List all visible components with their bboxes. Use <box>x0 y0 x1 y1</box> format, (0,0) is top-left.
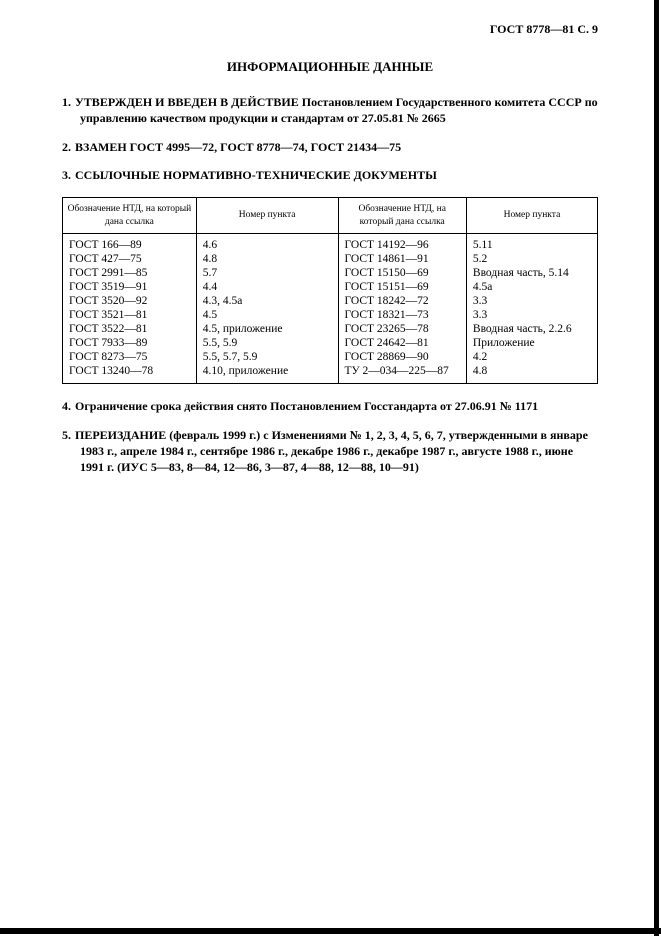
list-item-3 <box>62 168 598 184</box>
list-item-1 <box>62 95 598 127</box>
table-cell: ГОСТ 15151—69 <box>338 280 466 294</box>
column-header-clause-left: Номер пункта <box>196 198 338 234</box>
table-cell: 5.5, 5.9 <box>196 336 338 350</box>
table-cell: ГОСТ 13240—78 <box>69 365 154 378</box>
table-row <box>63 322 598 336</box>
item-text: ПЕРЕИЗДАНИЕ (февраль 1999 г.) с Изменениями № 1, 2, 3, 4, 5, 6, 7, утвержденными в январе 1983 г., апреле 1984 г., сентябре 1986 г., декабре 1986 г., декабре 1987 г., августе 1988 г., июне 1991 г. (ИУС 5—83, 8—84, 12—86, 3—87, 4—88, 12—88, 10—91) <box>75 427 588 474</box>
table-cell: 4.8 <box>466 364 597 384</box>
table-cell: Вводная часть, 2.2.6 <box>466 322 597 336</box>
scan-edge-right <box>654 0 659 936</box>
table-row <box>63 350 598 364</box>
item-text: УТВЕРЖДЕН И ВВЕДЕН В ДЕЙСТВИЕ Постановлением Государственного комитета СССР по управлению качеством продукции и стандартам от 27.05.81 № 2665 <box>75 95 598 125</box>
list-item-5 <box>62 427 598 475</box>
table-cell: ГОСТ 24642—81 <box>338 336 466 350</box>
column-header-clause-right: Номер пункта <box>466 198 597 234</box>
table-cell: ГОСТ 7933—89 <box>69 337 148 350</box>
page-title: ИНФОРМАЦИОННЫЕ ДАННЫЕ <box>226 59 434 74</box>
table-cell: Вводная часть, 5.14 <box>466 266 597 280</box>
table-cell: Приложение <box>466 336 597 350</box>
table-cell: 4.5, приложение <box>196 322 338 336</box>
column-header-ntd-right: Обозначение НТД, на который дана ссылка <box>338 198 466 234</box>
table-cell: 4.4 <box>196 280 338 294</box>
table-cell: ГОСТ 18242—72 <box>338 294 466 308</box>
list-item-4 <box>62 399 598 415</box>
table-cell: ГОСТ 166—89 <box>69 239 142 251</box>
item-number: 3. <box>62 168 71 183</box>
table-cell: 4.6 <box>196 234 338 253</box>
item-text: Ограничение срока действия снято Постановлением Госстандарта от 27.06.91 № 1171 <box>75 399 539 414</box>
table-cell: 4.8 <box>196 252 338 266</box>
table-cell: 4.3, 4.5а <box>196 294 338 308</box>
table-cell: ГОСТ 15150—69 <box>338 266 466 280</box>
table-cell: ТУ 2—034—225—87 <box>338 364 466 384</box>
table-row <box>63 336 598 350</box>
table-cell: 5.2 <box>466 252 597 266</box>
scan-edge-bottom <box>0 928 661 934</box>
table-cell: ГОСТ 18321—73 <box>338 308 466 322</box>
table-row <box>63 280 598 294</box>
table-cell: ГОСТ 28869—90 <box>338 350 466 364</box>
item-number: 2. <box>62 139 71 154</box>
page-header: ГОСТ 8778—81 С. 9 <box>489 22 598 36</box>
table-cell: 4.10, приложение <box>196 364 338 384</box>
table-cell: ГОСТ 2991—85 <box>69 267 148 280</box>
table-cell: 4.5 <box>196 308 338 322</box>
table-row <box>63 234 598 253</box>
table-cell: ГОСТ 3521—81 <box>69 309 148 322</box>
table-cell: ГОСТ 8273—75 <box>69 351 148 364</box>
list-item-2 <box>62 139 598 156</box>
table-header-row <box>63 198 598 234</box>
item-number: 4. <box>62 399 71 414</box>
table-cell: 5.7 <box>196 266 338 280</box>
table-cell: ГОСТ 3520—92 <box>69 295 148 308</box>
table-cell: 3.3 <box>466 294 597 308</box>
table-row <box>63 364 598 384</box>
item-text: ВЗАМЕН ГОСТ 4995—72, ГОСТ 8778—74, ГОСТ 21434—75 <box>75 139 402 154</box>
table-cell: 5.11 <box>466 234 597 253</box>
item-number: 5. <box>62 427 71 442</box>
table-cell: ГОСТ 427—75 <box>69 253 142 266</box>
table-row <box>63 252 598 266</box>
ref-table-body <box>63 234 598 384</box>
table-cell: 3.3 <box>466 308 597 322</box>
table-cell: ГОСТ 3522—81 <box>69 323 148 336</box>
references-table <box>62 197 598 384</box>
item-text: ССЫЛОЧНЫЕ НОРМАТИВНО-ТЕХНИЧЕСКИЕ ДОКУМЕНТЫ <box>75 168 437 183</box>
table-cell: 5.5, 5.7, 5.9 <box>196 350 338 364</box>
table-row <box>63 308 598 322</box>
table-cell: ГОСТ 3519—91 <box>69 281 148 294</box>
table-cell: ГОСТ 14861—91 <box>338 252 466 266</box>
column-header-ntd-left: Обозначение НТД, на который дана ссылка <box>63 198 197 234</box>
table-cell: 4.5а <box>466 280 597 294</box>
table-cell: ГОСТ 23265—78 <box>338 322 466 336</box>
table-cell: 4.2 <box>466 350 597 364</box>
table-row <box>63 294 598 308</box>
table-cell: ГОСТ 14192—96 <box>338 234 466 253</box>
page-content <box>62 22 598 488</box>
table-row <box>63 266 598 280</box>
item-number: 1. <box>62 95 71 109</box>
